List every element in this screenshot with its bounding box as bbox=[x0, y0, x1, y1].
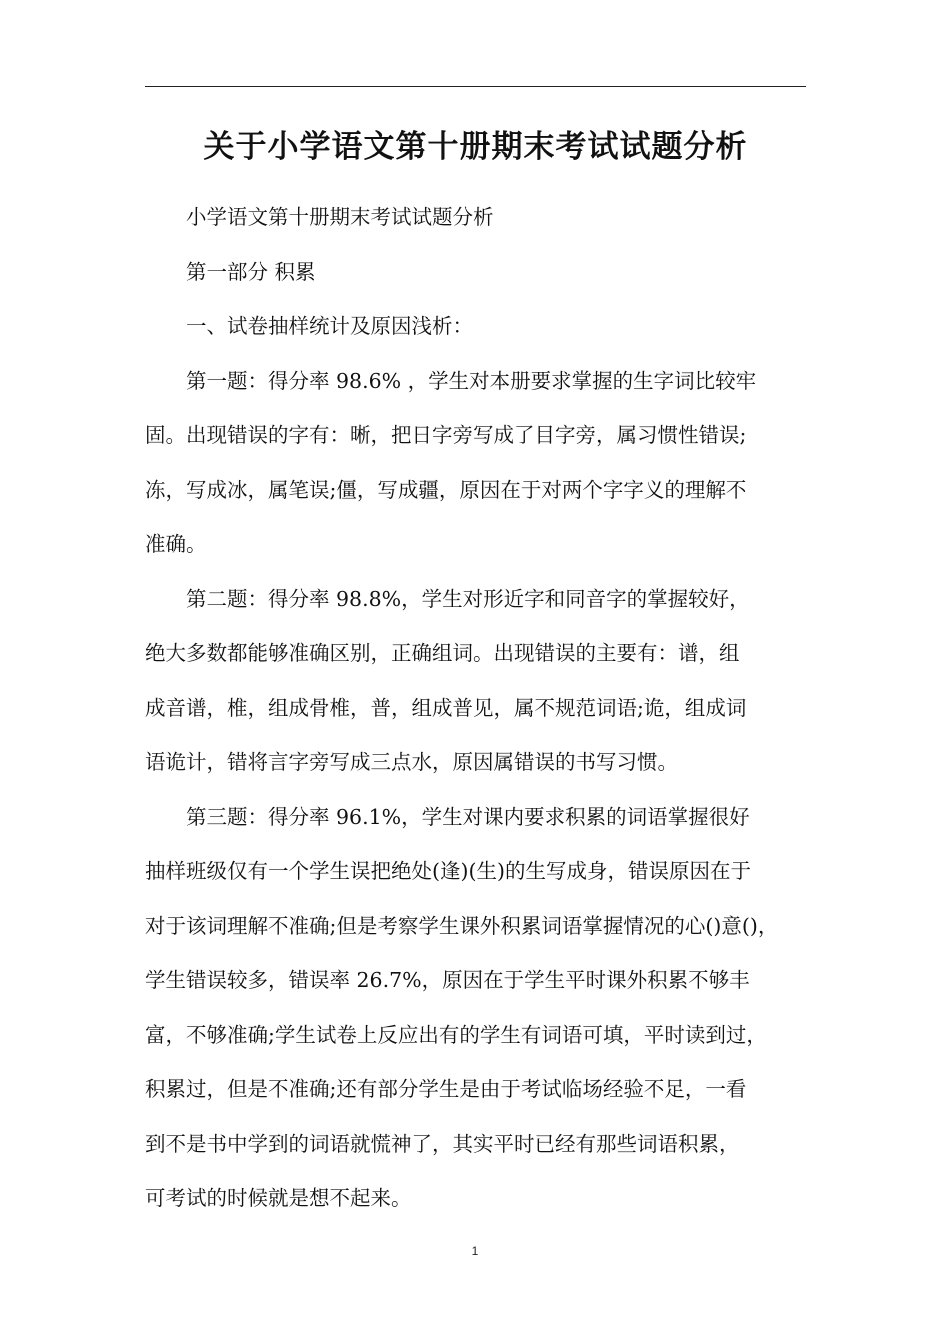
text-line: 第一题：得分率 98.6% ，学生对本册要求掌握的生字词比较牢 bbox=[186, 368, 757, 393]
text-line: 可考试的时候就是想不起来。 bbox=[145, 1186, 412, 1210]
text-line: 冻，写成冰，属笔误;僵，写成疆，原因在于对两个字字义的理解不 bbox=[145, 477, 747, 502]
paragraph-subtitle bbox=[145, 190, 806, 245]
page-number: 1 bbox=[471, 1244, 479, 1258]
paragraph-subsection-heading bbox=[145, 299, 806, 354]
text-line: 富，不够准确;学生试卷上反应出有的学生有词语可填，平时读到过， bbox=[145, 1022, 767, 1047]
paragraph-section-heading bbox=[145, 245, 806, 300]
paragraph-question-3 bbox=[145, 790, 806, 1226]
text-line: 第二题：得分率 98.8%，学生对形近字和同音字的掌握较好， bbox=[186, 586, 750, 611]
paragraph-question-2 bbox=[145, 572, 806, 790]
text-line: 第三题：得分率 96.1%，学生对课内要求积累的词语掌握很好 bbox=[186, 804, 750, 829]
text-line: 积累过，但是不准确;还有部分学生是由于考试临场经验不足，一看 bbox=[145, 1077, 747, 1101]
text-line: 小学语文第十册期末考试试题分析 bbox=[186, 205, 494, 229]
text-line: 准确。 bbox=[145, 532, 207, 556]
text-line: 语诡计，错将言字旁写成三点水，原因属错误的书写习惯。 bbox=[145, 750, 678, 774]
text-line: 成音谱，椎，组成骨椎，普，组成普见，属不规范词语;诡，组成词 bbox=[145, 695, 747, 720]
text-line: 到不是书中学到的词语就慌神了，其实平时已经有那些词语积累， bbox=[145, 1131, 740, 1156]
text-line: 对于该词理解不准确;但是考察学生课外积累词语掌握情况的心()意()， bbox=[145, 913, 779, 938]
document-title: 关于小学语文第十册期末考试试题分析 bbox=[203, 129, 748, 165]
text-line: 抽样班级仅有一个学生误把绝处(逢)(生)的生写成身，错误原因在于 bbox=[145, 859, 751, 883]
text-line: 学生错误较多，错误率 26.7%，原因在于学生平时课外积累不够丰 bbox=[145, 968, 750, 992]
text-line: 绝大多数都能够准确区别，正确组词。出现错误的主要有：谱，组 bbox=[145, 641, 740, 665]
paragraph-question-1 bbox=[145, 354, 806, 572]
text-line: 固。出现错误的字有：晰，把日字旁写成了目字旁，属习惯性错误; bbox=[145, 423, 747, 447]
text-line: 第一部分 积累 bbox=[186, 259, 316, 284]
header-rule bbox=[145, 86, 806, 87]
document-body bbox=[145, 190, 806, 1226]
text-line: 一、试卷抽样统计及原因浅析： bbox=[186, 314, 473, 338]
